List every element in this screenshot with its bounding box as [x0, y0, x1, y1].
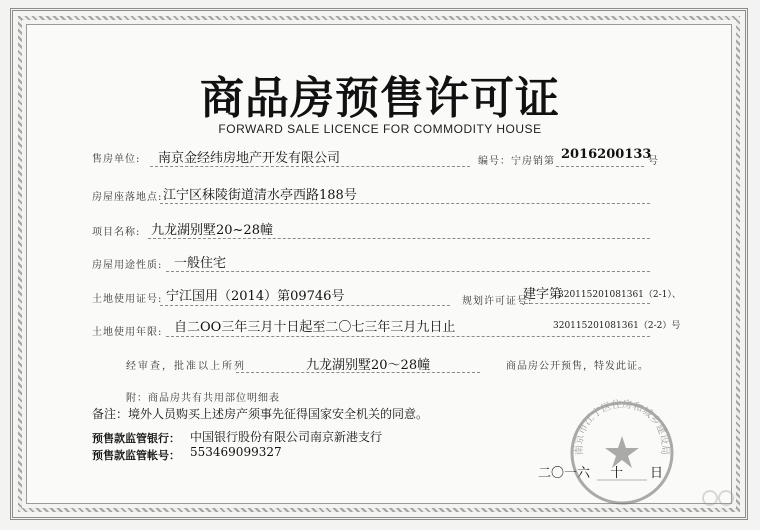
land-term-underline — [166, 336, 650, 337]
usage-value: 一般住宅 — [174, 256, 227, 271]
number-underline — [556, 166, 644, 167]
bank-value: 中国银行股份有限公司南京新港支行 — [190, 430, 383, 444]
planning-prefix: 建字第 — [523, 287, 563, 302]
issue-day: 日 — [650, 466, 664, 481]
bank-label: 预售款监管银行： — [92, 432, 180, 445]
number-suffix: 号 — [648, 156, 659, 167]
location-label: 房屋座落地点: — [92, 192, 163, 203]
land-term-label: 土地使用年限: — [92, 327, 163, 338]
account-value: 553469099327 — [190, 445, 282, 459]
usage-underline — [166, 271, 650, 272]
approval-project: 九龙湖别墅20～28幢 — [306, 358, 431, 373]
location-underline — [160, 203, 650, 204]
official-seal-icon — [567, 398, 677, 508]
certificate-subtitle: FORWARD SALE LICENCE FOR COMMODITY HOUSE — [218, 122, 542, 136]
seller-underline — [150, 166, 470, 167]
land-term-value: 自二OO三年三月十日起至二〇七三年三月九日止 — [174, 320, 456, 335]
attachment-note: 附：商品房共有共用部位明细表 — [126, 393, 280, 404]
remarks: 备注：境外人员购买上述房产须事先征得国家安全机关的同意。 — [92, 407, 429, 421]
approval-text-3: 商品房公开预售，特发此证。 — [506, 361, 649, 372]
approval-text-1: 经审查，批准以上所列 — [126, 361, 246, 372]
issue-year: 二〇一六 — [538, 466, 591, 481]
planning-underline — [520, 303, 650, 304]
land-cert-label: 土地使用证号: — [92, 294, 163, 305]
issue-month: 十 — [610, 466, 624, 481]
svg-text:南京市江宁区住房和城乡建设局: 南京市江宁区住房和城乡建设局 — [573, 399, 671, 456]
project-underline — [148, 238, 650, 239]
usage-label: 房屋用途性质: — [92, 260, 163, 271]
seller-value: 南京金经纬房地产开发有限公司 — [158, 151, 341, 166]
planning-value-2: 320115201081361（2-2）号 — [553, 321, 681, 331]
location-value: 江宁区秣陵街道清水亭西路188号 — [163, 188, 357, 203]
planning-value-1: 320115201081361（2-1）、 — [558, 290, 681, 300]
number-value: 2016200133 — [561, 147, 652, 162]
number-label: 编号：宁房销第 — [478, 156, 555, 167]
planning-label: 规划许可证号: — [462, 296, 533, 307]
watermark-logo-icon — [700, 486, 740, 510]
seller-label: 售房单位: — [92, 154, 141, 165]
project-value: 九龙湖别墅20~28幢 — [151, 223, 273, 238]
project-label: 项目名称: — [92, 227, 141, 238]
certificate-title: 商品房预售许可证 — [200, 73, 560, 124]
account-label: 预售款监管帐号： — [92, 449, 180, 462]
approval-underline — [236, 372, 480, 373]
land-cert-underline — [160, 305, 450, 306]
land-cert-value: 宁江国用（2014）第09746号 — [166, 289, 345, 304]
